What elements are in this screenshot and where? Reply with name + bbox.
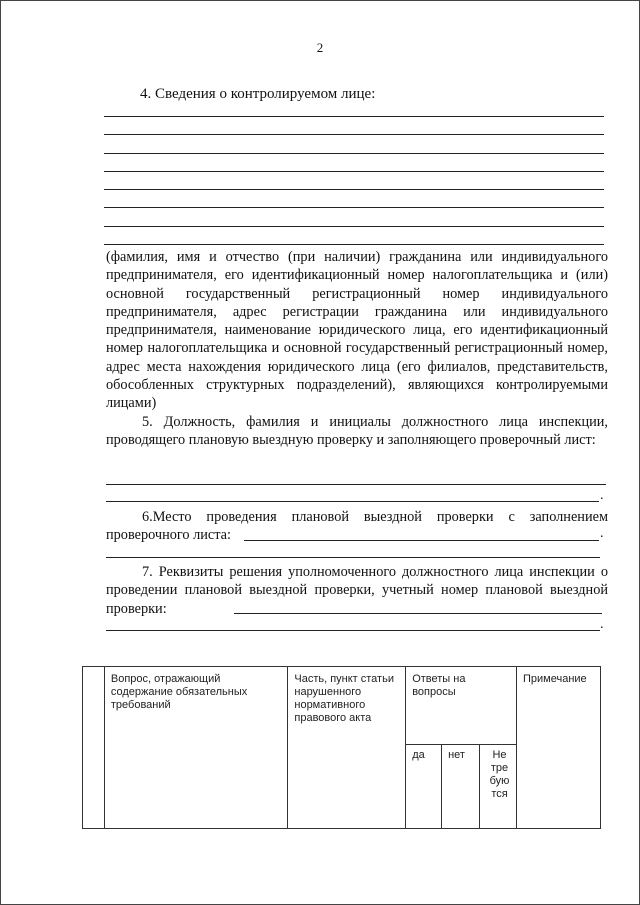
section-4-note: (фамилия, имя и отчество (при наличии) гражданина или индивидуального предпринимателя, его идентификационный номер налогоплательщика и (или) основной государственный регистрационный номер индивидуального предпринимателя, адрес регистрации гражданина или индивидуального предпринимателя, наименование юридического лица, его идентификационный номер налогоплательщика и основной государственный регистрационный номер, адрес места нахождения юридического лица (его филиалов, представительств, обособленных структурных подразделений), являющихся контролируемыми лицами) (106, 249, 608, 412)
section-6-text: 6.Место проведения плановой выездной проверки с заполнением проверочного листа: (106, 509, 608, 544)
checklist-table (82, 666, 601, 829)
fill-line (106, 557, 600, 558)
fill-line (104, 189, 604, 190)
col-question-header: Вопрос, отражающий содержание обязательных требований (104, 667, 287, 829)
col-note-header: Примечание (517, 667, 601, 829)
fill-line (104, 116, 604, 117)
answer-yes-header: да (406, 745, 442, 829)
answer-not-required-header: Не тре бую тся (480, 745, 517, 829)
fill-line (104, 153, 604, 154)
fill-line (106, 484, 606, 485)
section-4-heading: 4. Сведения о контролируемом лице: (140, 86, 376, 102)
fill-line (104, 207, 604, 208)
col-reference-header: Часть, пункт статьи нарушенного нормативного правового акта (288, 667, 406, 829)
section-5-text: 5. Должность, фамилия и инициалы должностного лица инспекции, проводящего плановую выездную проверку и заполняющего проверочный лист: (106, 414, 608, 449)
page-number: 2 (316, 40, 324, 55)
fill-line (104, 244, 604, 245)
fill-line (104, 134, 604, 135)
answer-no-header: нет (442, 745, 480, 829)
fill-line (234, 613, 602, 614)
section-6-end: . (600, 526, 604, 541)
fill-line (106, 630, 600, 631)
section-5-end: . (600, 488, 604, 503)
fill-line (244, 540, 599, 541)
col-answers-header: Ответы на вопросы (406, 667, 517, 745)
section-7-end: . (600, 617, 604, 632)
section-7-text: 7. Реквизиты решения уполномоченного должностного лица инспекции о проведении плановой выездной проверки, учетный номер плановой выездной проверки: (106, 564, 608, 617)
row-number-cell (83, 667, 105, 829)
fill-line (104, 226, 604, 227)
fill-line (106, 501, 599, 502)
fill-line (104, 171, 604, 172)
